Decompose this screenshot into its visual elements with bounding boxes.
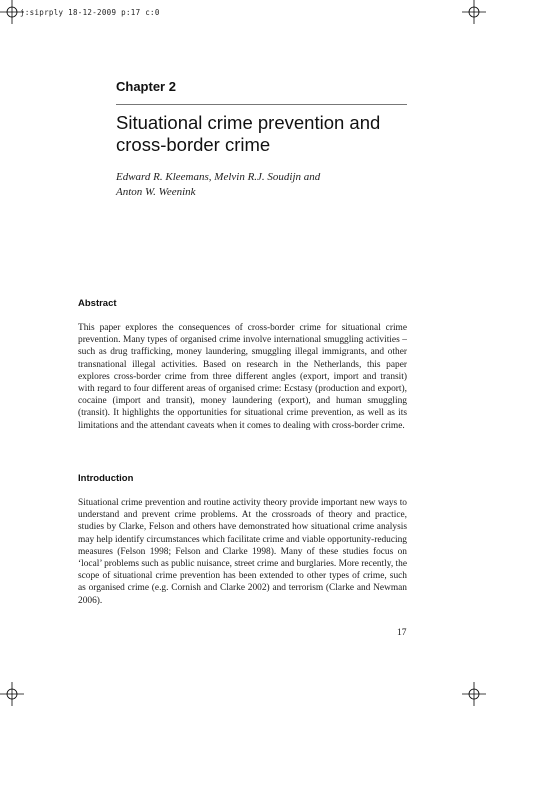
crop-mark-bottom-left-icon	[0, 682, 24, 706]
abstract-paragraph: This paper explores the consequences of cross-border crime for situational crime prevention. Many types of organised crime involve international smuggling activities – such as drug trafficking, money laundering, smuggling illegal immigrants, and other transnational illegal activities. Based on research in the Netherlands, this paper explores cross-border crime from three different angles (export, import and transit) with regard to four different areas of organised crime: Ecstasy (production and export), cocaine (import and transit), money laundering (export), and human smuggling (transit). It highlights the opportunities for situational crime prevention, as well as its limitations and the attendant caveats when it comes to dealing with cross-border crime.	[78, 323, 407, 431]
author-line-1: Edward R. Kleemans, Melvin R.J. Soudijn and	[116, 171, 321, 183]
crop-mark-top-left-icon	[0, 0, 24, 24]
introduction-heading: Introduction	[78, 473, 134, 484]
chapter-rule	[116, 104, 407, 105]
crop-mark-top-right-icon	[462, 0, 486, 24]
print-slug: j:siprply 18-12-2009 p:17 c:0	[20, 8, 160, 17]
author-line-2: Anton W. Weenink	[116, 186, 196, 198]
crop-mark-bottom-right-icon	[462, 682, 486, 706]
author-list	[116, 170, 406, 200]
introduction-paragraph: Situational crime prevention and routine activity theory provide important new ways to understand and prevent crime problems. At the crossroads of theory and practice, studies by Clarke, Felson and others have demonstrated how situational crime analysis may help identify circumstances which facilitate crime and viable opportunity-reducing measures (Felson 1998; Felson and Clarke 1998). Many of these studies focus on ‘local’ problems such as public nuisance, street crime and burglaries. More recently, the scope of situational crime prevention has been extended to other types of crime, such as organised crime (e.g. Cornish and Clarke 2002) and terrorism (Clarke and Newman 2006).	[78, 498, 407, 606]
abstract-heading: Abstract	[78, 298, 117, 309]
chapter-label: Chapter 2	[116, 79, 176, 94]
chapter-title: Situational crime prevention and cross-border crime	[116, 112, 381, 155]
page-number: 17	[397, 628, 407, 638]
